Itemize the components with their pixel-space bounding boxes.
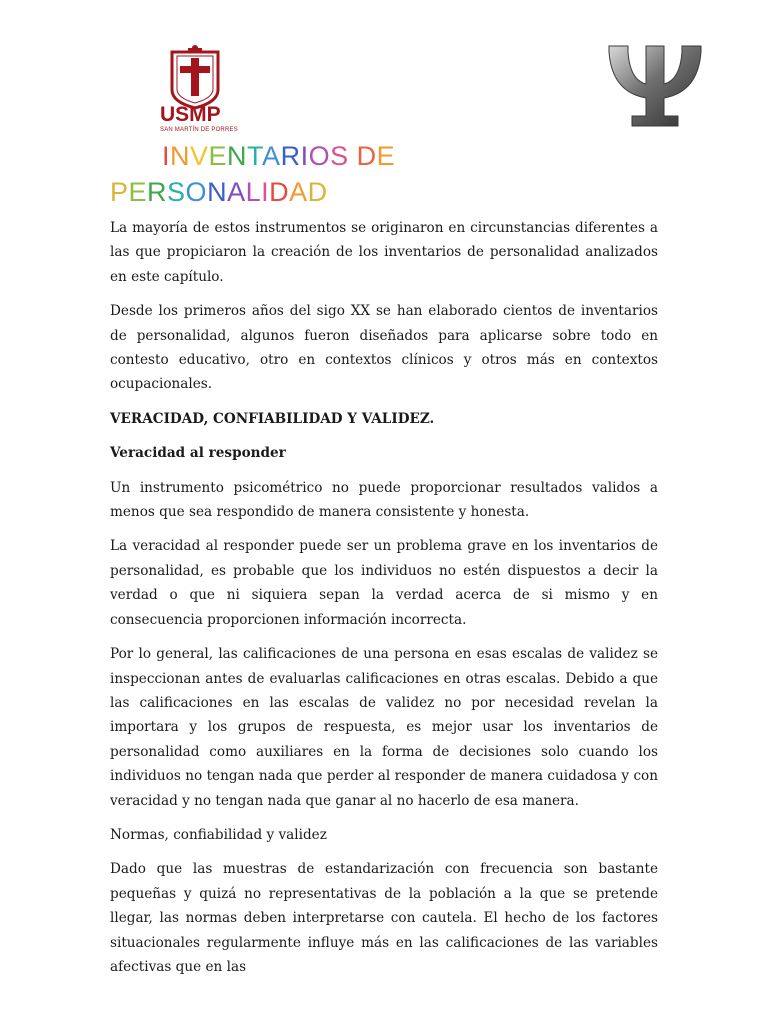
title-letter: O: [185, 177, 208, 207]
title-letter: [349, 141, 357, 171]
page-title: [110, 138, 395, 210]
title-letter: I: [261, 177, 270, 207]
title-letter: L: [245, 177, 262, 207]
paragraph-5: Por lo general, las calificaciones de una persona en esas escalas de validez se inspeccionan antes de evaluarlas calificaciones en otras escalas. Debido a que las calificaciones en las escalas de validez no por necesidad revelan la importara y los grupos de respuesta, es mejor usar los inventarios de personalidad como auxiliares en la forma de decisiones solo cuando los individuos no tengan nada que perder al responder de manera cuidadosa y con veracidad y no tengan nada que ganar al no hacerlo de esa manera.: [110, 646, 658, 809]
subsection-heading: Veracidad al responder: [110, 445, 286, 462]
title-letter: E: [376, 141, 396, 171]
title-letter: R: [147, 177, 168, 207]
title-letter: S: [330, 141, 349, 171]
university-logo-subtitle: SAN MARTÍN DE PORRES: [160, 127, 238, 133]
title-letter: D: [307, 177, 328, 207]
title-letter: R: [280, 141, 301, 171]
title-letter: D: [269, 177, 290, 207]
paragraph-6: Dado que las muestras de estandarización con frecuencia son bastante pequeñas y quizá no representativas de la población a la que se pretende llegar, las normas deben interpretarse con cautela. El hecho de los factores situacionales regularmente influye más en las calificaciones de las variables afectivas que en las: [110, 861, 658, 975]
title-line-2: [110, 174, 395, 210]
title-letter: S: [167, 177, 186, 207]
title-letter: I: [162, 141, 171, 171]
title-letter: N: [207, 177, 228, 207]
paragraph-4: La veracidad al responder puede ser un problema grave en los inventarios de personalidad, es probable que los individuos no estén dispuestos a decir la verdad o que ni siquiera sepan la verdad acerca de si mismo y en consecuencia proporcionen información incorrecta.: [110, 538, 658, 628]
paragraph-2: Desde los primeros años del sigo XX se han elaborado cientos de inventarios de personalidad, algunos fueron diseñados para aplicarse sobre todo en contesto educativo, otro en contextos clínicos y otros más en contextos ocupacionales.: [110, 303, 658, 393]
title-letter: I: [300, 141, 309, 171]
paragraph-3: Un instrumento psicométrico no puede proporcionar resultados validos a menos que sea respondido de manera consistente y honesta.: [110, 479, 658, 521]
psi-symbol-icon: [606, 40, 704, 132]
title-letter: D: [356, 141, 377, 171]
subsection-heading-2: Normas, confiabilidad y validez: [110, 826, 327, 843]
title-letter: N: [227, 141, 248, 171]
title-letter: T: [247, 141, 263, 171]
title-letter: N: [170, 141, 191, 171]
title-letter: V: [190, 141, 209, 171]
university-logo-name: USMP: [160, 103, 221, 126]
title-line-1: [110, 138, 395, 174]
title-letter: O: [308, 141, 331, 171]
title-letter: A: [262, 141, 281, 171]
document-body: [110, 216, 658, 989]
title-letter: E: [208, 141, 228, 171]
paragraph-1: La mayoría de estos instrumentos se originaron en circunstancias diferentes a las que propiciaron la creación de los inventarios de personalidad analizados en este capítulo.: [110, 220, 658, 285]
title-letter: A: [289, 177, 308, 207]
title-letter: A: [227, 177, 246, 207]
title-letter: P: [110, 177, 129, 207]
title-letter: E: [128, 177, 148, 207]
section-heading: VERACIDAD, CONFIABILIDAD Y VALIDEZ.: [110, 410, 435, 427]
